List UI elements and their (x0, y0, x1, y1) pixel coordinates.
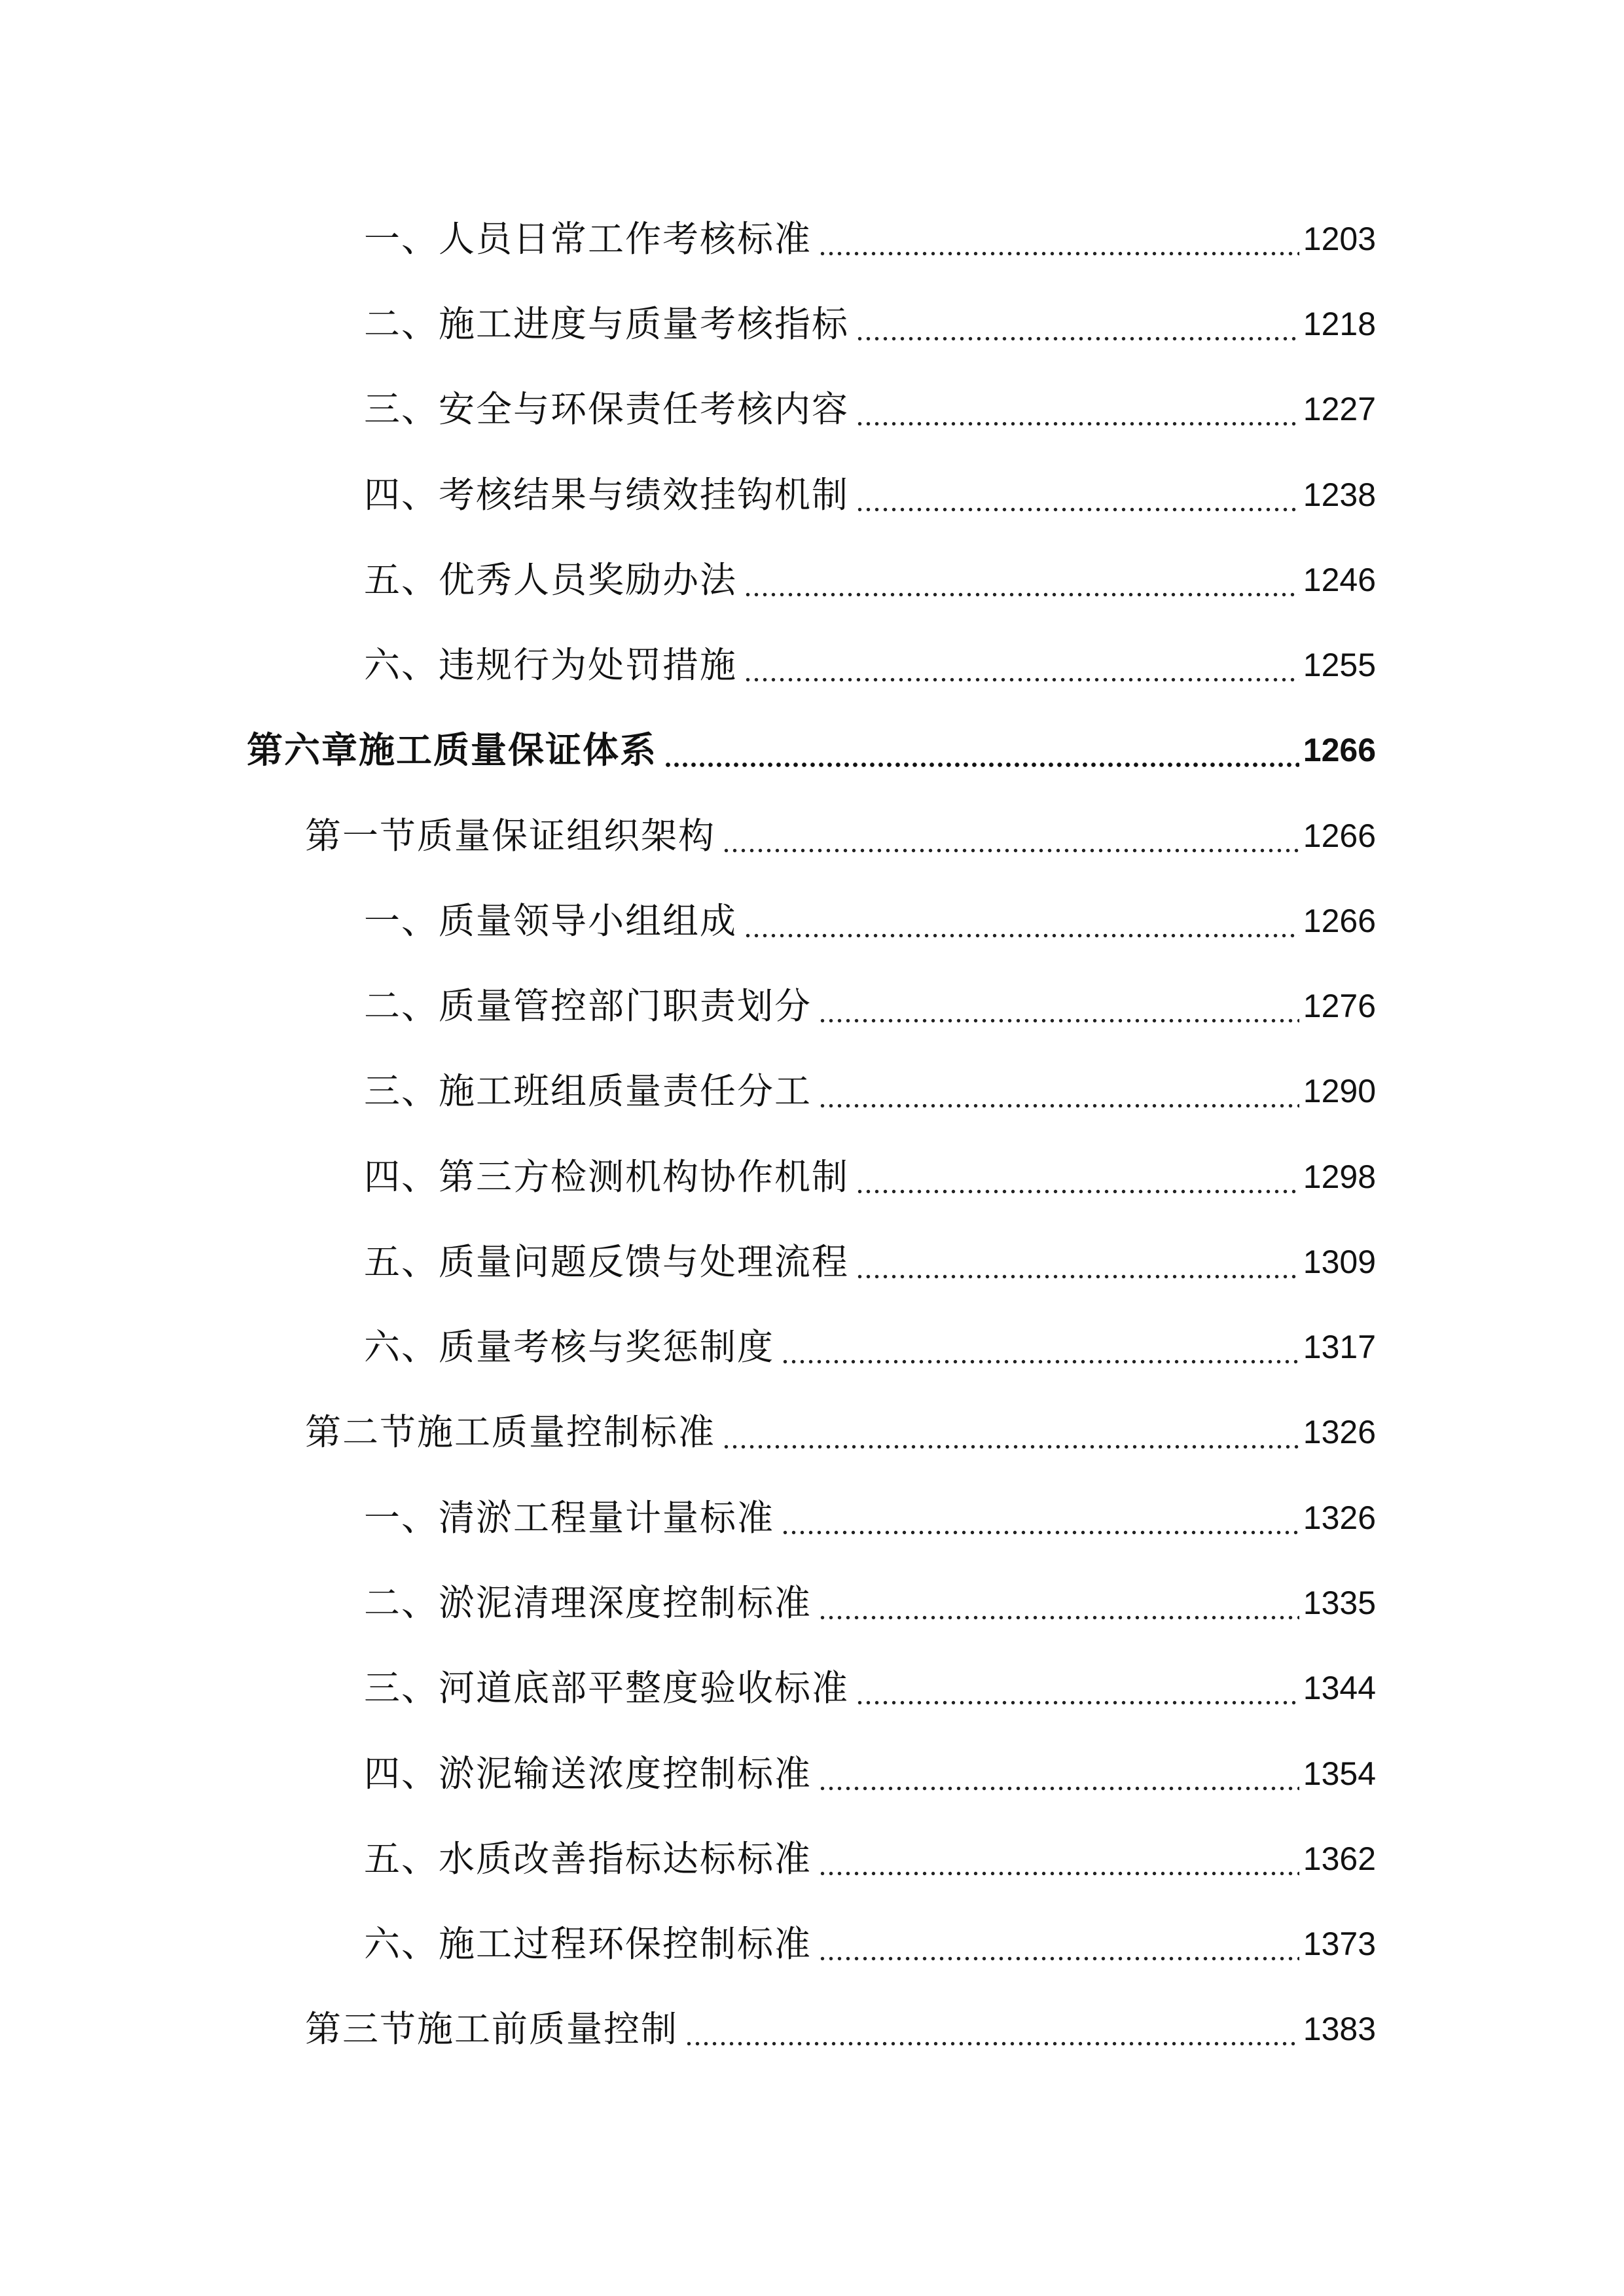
toc-entry-page: 1290 (1303, 1073, 1376, 1109)
toc-entry-label: 六、施工过程环保控制标准 (364, 1923, 812, 1965)
toc-entry-label: 四、淤泥输送浓度控制标准 (364, 1753, 812, 1795)
dot-leader (856, 1668, 1299, 1708)
toc-entry (364, 213, 1376, 265)
toc-entry (364, 1236, 1376, 1288)
dot-leader (781, 1498, 1299, 1537)
toc-entry-label: 五、水质改善指标达标标准 (364, 1838, 812, 1880)
dot-leader (818, 1924, 1299, 1964)
toc-section-entry (305, 2003, 1376, 2055)
toc-entry-label: 二、施工进度与质量考核指标 (364, 303, 850, 345)
toc-entry (364, 298, 1376, 350)
dot-leader (856, 389, 1299, 429)
toc-entry-page: 1203 (1303, 221, 1376, 257)
dot-leader (818, 1754, 1299, 1793)
dot-leader (856, 475, 1299, 514)
toc-entry-label: 六、违规行为处罚措施 (364, 644, 738, 686)
toc-entry (364, 895, 1376, 947)
toc-entry-page: 1218 (1303, 306, 1376, 342)
toc-entry-label: 一、质量领导小组组成 (364, 900, 738, 942)
toc-entry (364, 1321, 1376, 1373)
toc-entry-page: 1354 (1303, 1755, 1376, 1792)
dot-leader (744, 645, 1299, 685)
toc-entry-page: 1383 (1303, 2011, 1376, 2047)
toc-entry-page: 1246 (1303, 562, 1376, 598)
toc-entry-page: 1362 (1303, 1840, 1376, 1877)
toc-entry (364, 469, 1376, 521)
dot-leader (856, 1157, 1299, 1196)
toc-entry (364, 980, 1376, 1032)
toc-entry (364, 1151, 1376, 1203)
toc-entry-label: 第六章施工质量保证体系 (247, 729, 658, 771)
toc-entry-label: 四、考核结果与绩效挂钩机制 (364, 474, 850, 516)
toc-entry-page: 1227 (1303, 391, 1376, 427)
toc-entry-page: 1335 (1303, 1585, 1376, 1621)
toc-section-entry (305, 810, 1376, 862)
dot-leader (818, 1071, 1299, 1111)
dot-leader (664, 730, 1299, 770)
toc-entry (364, 1065, 1376, 1117)
toc-entry-label: 一、清淤工程量计量标准 (364, 1497, 775, 1539)
toc-entry-label: 第二节施工质量控制标准 (305, 1411, 716, 1453)
toc-entry-page: 1317 (1303, 1329, 1376, 1365)
dot-leader (818, 219, 1299, 259)
toc-entry-page: 1298 (1303, 1158, 1376, 1195)
dot-leader (856, 1242, 1299, 1282)
toc-entry (364, 554, 1376, 606)
toc-entry (364, 383, 1376, 435)
toc-entry-page: 1266 (1303, 903, 1376, 939)
toc-entry (364, 1748, 1376, 1800)
toc-entry-label: 五、质量问题反馈与处理流程 (364, 1241, 850, 1283)
toc-entry-page: 1309 (1303, 1244, 1376, 1280)
toc-entry-page: 1255 (1303, 647, 1376, 683)
toc-entry-label: 三、施工班组质量责任分工 (364, 1070, 812, 1112)
toc-entry-page: 1238 (1303, 476, 1376, 513)
dot-leader (856, 304, 1299, 344)
toc-entry (364, 1662, 1376, 1714)
toc-entry-label: 二、质量管控部门职责划分 (364, 985, 812, 1027)
toc-entry-page: 1373 (1303, 1926, 1376, 1962)
toc-entry-label: 六、质量考核与奖惩制度 (364, 1326, 775, 1368)
toc-entry-page: 1326 (1303, 1414, 1376, 1450)
toc-entry-label: 二、淤泥清理深度控制标准 (364, 1582, 812, 1624)
toc-entry-label: 第三节施工前质量控制 (305, 2008, 679, 2050)
dot-leader (685, 2009, 1299, 2049)
toc-chapter-entry (247, 724, 1376, 776)
dot-leader (818, 1839, 1299, 1878)
toc-entry-label: 三、河道底部平整度验收标准 (364, 1667, 850, 1709)
dot-leader (781, 1327, 1299, 1367)
dot-leader (818, 1583, 1299, 1623)
toc-entry-label: 一、人员日常工作考核标准 (364, 218, 812, 260)
toc-entry (364, 1918, 1376, 1970)
toc-entry-label: 四、第三方检测机构协作机制 (364, 1156, 850, 1198)
toc-entry (364, 1833, 1376, 1885)
toc-entry-page: 1266 (1303, 732, 1376, 768)
toc-entry (364, 639, 1376, 691)
dot-leader (722, 816, 1299, 855)
toc-entry-page: 1276 (1303, 988, 1376, 1024)
toc-entry-page: 1266 (1303, 817, 1376, 854)
toc-entry-label: 五、优秀人员奖励办法 (364, 559, 738, 601)
toc-entry-page: 1344 (1303, 1670, 1376, 1706)
dot-leader (744, 560, 1299, 600)
toc-entry-page: 1326 (1303, 1499, 1376, 1536)
dot-leader (722, 1412, 1299, 1452)
toc-section-entry (305, 1406, 1376, 1458)
dot-leader (818, 986, 1299, 1026)
toc-entry (364, 1577, 1376, 1629)
toc-entry (364, 1492, 1376, 1544)
toc-entry-label: 第一节质量保证组织架构 (305, 815, 716, 857)
toc-entry-label: 三、安全与环保责任考核内容 (364, 388, 850, 430)
dot-leader (744, 901, 1299, 941)
